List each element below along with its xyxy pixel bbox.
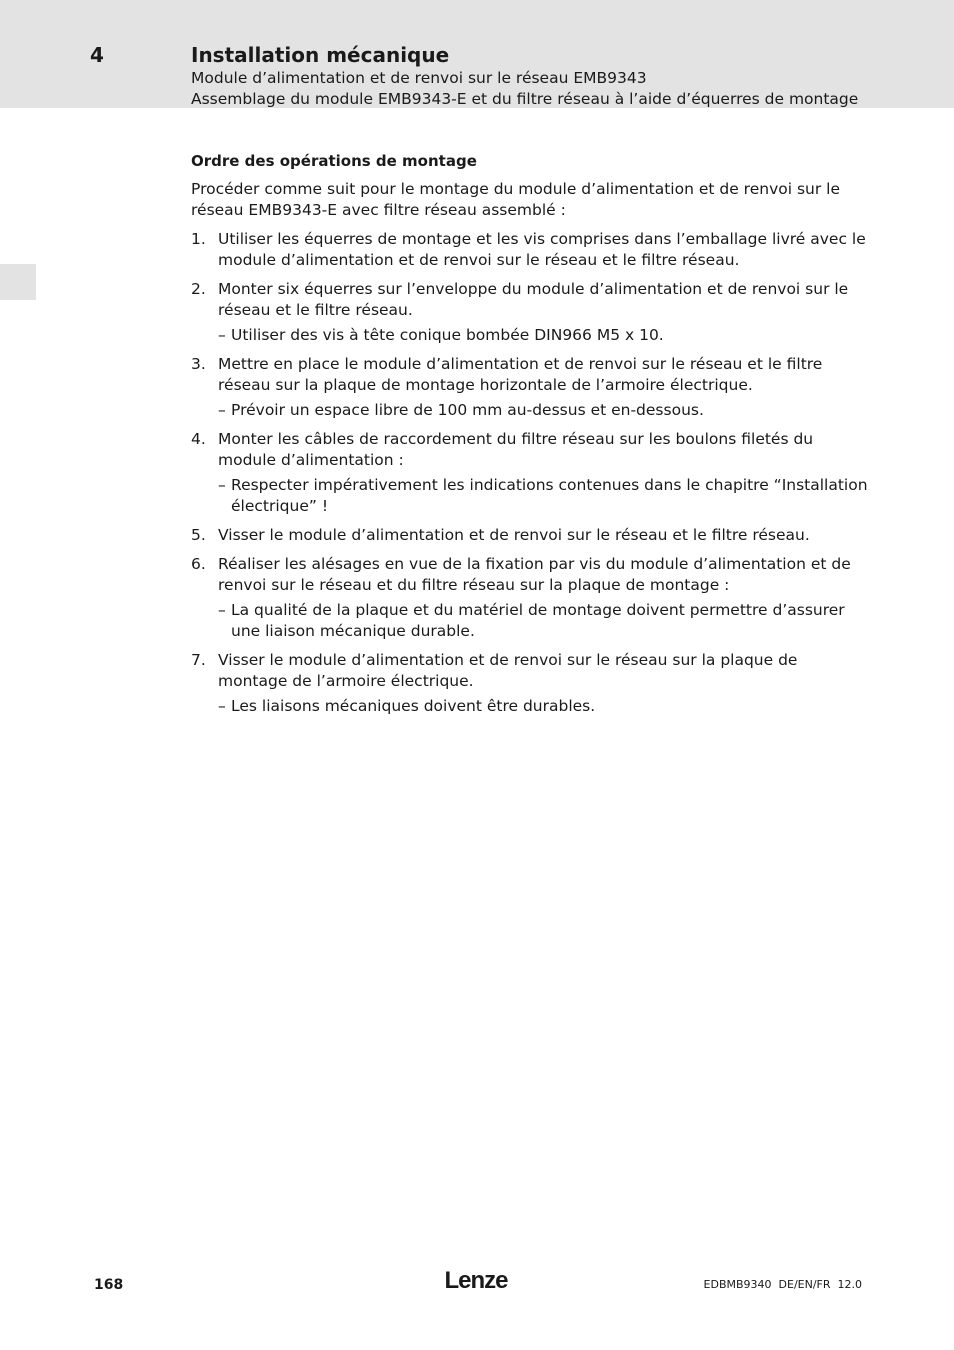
list-item: [191, 229, 871, 271]
step-row: [191, 229, 871, 271]
step-text: Utiliser les équerres de montage et les vis comprises dans l’emballage livré avec le module d’alimentation et de renvoi sur le réseau et le filtre réseau.: [218, 230, 866, 269]
page-number: 168: [94, 1277, 124, 1293]
step-row: [191, 650, 871, 692]
step-text: Monter les câbles de raccordement du filtre réseau sur les boulons filetés du module d’alimentation :: [218, 430, 814, 469]
list-item: [191, 650, 871, 717]
note-dash: –: [218, 601, 226, 619]
step-number: 3.: [191, 355, 206, 373]
intro-paragraph: Procéder comme suit pour le montage du module d’alimentation et de renvoi sur le réseau EMB9343-E avec filtre réseau assemblé :: [191, 180, 840, 219]
main-content: [191, 151, 871, 725]
document-id: EDBMB9340 DE/EN/FR 12.0: [703, 1278, 862, 1291]
step-row: [191, 525, 871, 546]
step-text: Mettre en place le module d’alimentation et de renvoi sur le réseau et le filtre réseau sur la plaque de montage horizontale de l’armoire électrique.: [218, 355, 823, 394]
lenze-logo: [436, 1266, 516, 1296]
list-item: [191, 429, 871, 517]
step-note: [218, 475, 871, 517]
chapter-title: Installation mécanique: [191, 43, 450, 67]
list-item: [191, 279, 871, 346]
step-text: Visser le module d’alimentation et de renvoi sur le réseau sur la plaque de montage de l’armoire électrique.: [218, 651, 798, 690]
step-text: Visser le module d’alimentation et de renvoi sur le réseau et le filtre réseau.: [218, 526, 810, 544]
step-row: [191, 279, 871, 321]
lenze-logo-text: Lenze: [444, 1267, 508, 1294]
step-number: 6.: [191, 555, 206, 573]
step-row: [191, 554, 871, 596]
steps-list: [191, 229, 871, 717]
note-dash: –: [218, 401, 226, 419]
step-note: [218, 696, 871, 717]
list-item: [191, 554, 871, 642]
step-text: Réaliser les alésages en vue de la fixation par vis du module d’alimentation et de renvoi sur le réseau et du filtre réseau sur la plaque de montage :: [218, 555, 851, 594]
note-dash: –: [218, 326, 226, 344]
step-note: [218, 325, 871, 346]
step-number: 1.: [191, 230, 206, 248]
step-note: [218, 600, 871, 642]
step-row: [191, 429, 871, 471]
note-text: Respecter impérativement les indications contenues dans le chapitre “Installation électrique” !: [231, 476, 868, 515]
note-text: Les liaisons mécaniques doivent être durables.: [231, 697, 596, 715]
note-text: La qualité de la plaque et du matériel de montage doivent permettre d’assurer une liaison mécanique durable.: [231, 601, 845, 640]
step-number: 7.: [191, 651, 206, 669]
note-dash: –: [218, 476, 226, 494]
chapter-side-tab: [0, 264, 36, 300]
step-number: 4.: [191, 430, 206, 448]
note-text: Prévoir un espace libre de 100 mm au-dessus et en-dessous.: [231, 401, 704, 419]
note-text: Utiliser des vis à tête conique bombée DIN966 M5 x 10.: [231, 326, 664, 344]
section-heading: Ordre des opérations de montage: [191, 152, 477, 170]
chapter-number: 4: [90, 43, 104, 67]
step-number: 2.: [191, 280, 206, 298]
list-item: [191, 525, 871, 546]
step-number: 5.: [191, 526, 206, 544]
section-subtitle: Module d’alimentation et de renvoi sur le réseau EMB9343: [191, 69, 647, 87]
list-item: [191, 354, 871, 421]
note-dash: –: [218, 697, 226, 715]
step-row: [191, 354, 871, 396]
step-text: Monter six équerres sur l’enveloppe du module d’alimentation et de renvoi sur le réseau et le filtre réseau.: [218, 280, 849, 319]
step-note: [218, 400, 871, 421]
subsection-subtitle: Assemblage du module EMB9343-E et du filtre réseau à l’aide d’équerres de montage: [191, 90, 859, 108]
